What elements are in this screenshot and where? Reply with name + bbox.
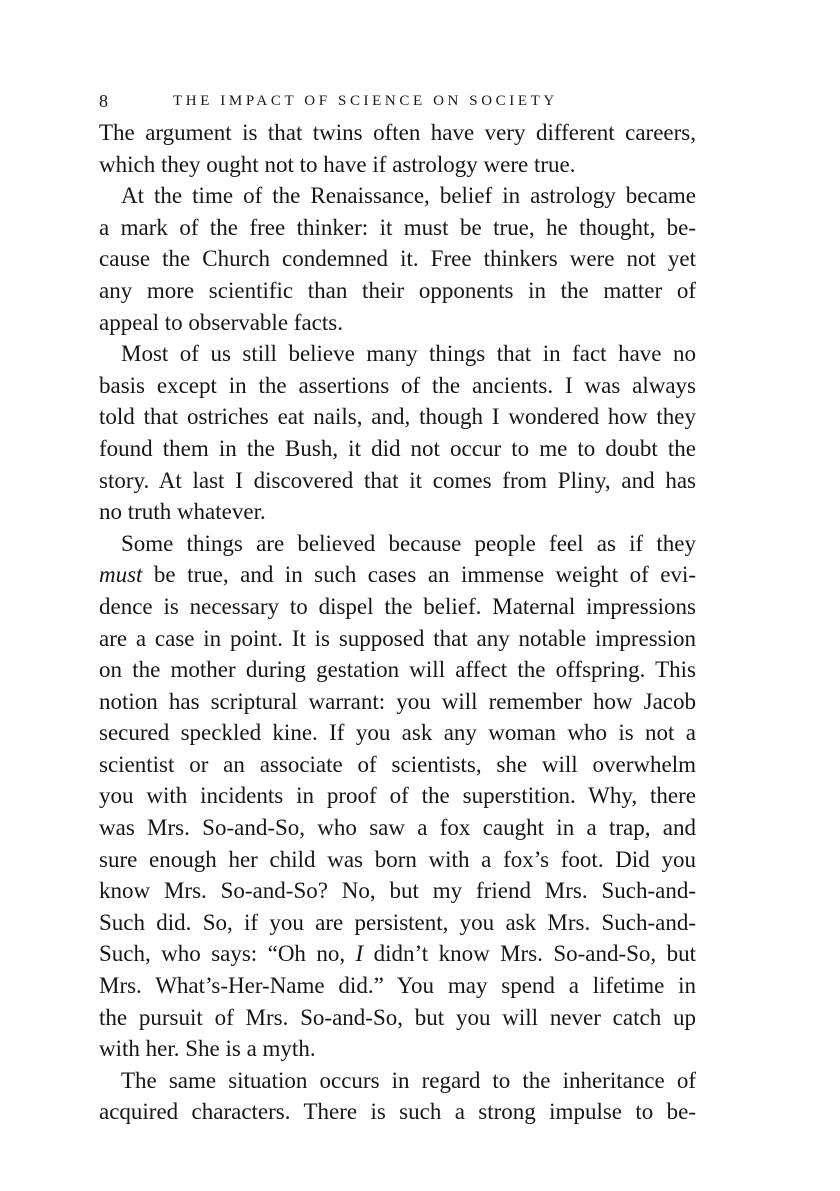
text-line: a mark of the free thinker: it must be true, he thought, be- [99, 214, 696, 240]
running-head [99, 90, 699, 112]
paragraph-5 [99, 1065, 696, 1128]
page-number: 8 [99, 91, 108, 111]
text-line: acquired characters. There is such a strong impulse to be- [99, 1099, 696, 1125]
text-line: Mrs. What’s-Her-Name did.” You may spend a lifetime in [99, 973, 696, 999]
italic-word: I [355, 941, 364, 967]
text-line: no truth whatever. [99, 499, 266, 525]
text-line: At the time of the Renaissance, belief in astrology became [121, 183, 696, 209]
text-line: are a case in point. It is supposed that any notable impression [99, 625, 696, 651]
text-line: Such did. So, if you are persistent, you ask Mrs. Such-and- [99, 909, 696, 935]
text-line: know Mrs. So-and-So? No, but my friend Mrs. Such-and- [99, 878, 696, 904]
paragraph-1 [99, 117, 696, 180]
text-line: cause the Church condemned it. Free thinkers were not yet [99, 246, 696, 272]
text-fragment: be true, and in such cases an immense weight of evi- [142, 562, 696, 588]
text-fragment: didn’t know Mrs. So-and-So, but [363, 941, 696, 967]
text-line: any more scientific than their opponents in the matter of [99, 277, 696, 303]
text-line: scientist or an associate of scientists, she will overwhelm [99, 751, 696, 777]
text-line: dence is necessary to dispel the belief. Maternal impressions [99, 593, 696, 619]
text-line [99, 559, 696, 591]
text-line: The same situation occurs in regard to the inheritance of [121, 1067, 696, 1093]
body-text [99, 117, 696, 1125]
paragraph-3 [99, 338, 696, 528]
paragraph-4 [99, 528, 696, 1065]
running-head-title: THE IMPACT OF SCIENCE ON SOCIETY [173, 93, 558, 109]
text-line: on the mother during gestation will affect the offspring. This [99, 657, 696, 683]
text-line: with her. She is a myth. [99, 1036, 316, 1062]
text-line: Most of us still believe many things that in fact have no [121, 341, 696, 367]
paragraph-2 [99, 180, 696, 338]
text-line: sure enough her child was born with a fox’s foot. Did you [99, 846, 696, 872]
text-line [99, 938, 696, 970]
text-line: you with incidents in proof of the superstition. Why, there [99, 783, 696, 809]
text-line: basis except in the assertions of the ancients. I was always [99, 372, 696, 398]
text-line: story. At last I discovered that it comes from Pliny, and has [99, 467, 696, 493]
text-line: which they ought not to have if astrology were true. [99, 151, 576, 177]
text-line: was Mrs. So-and-So, who saw a fox caught in a trap, and [99, 815, 696, 841]
italic-word: must [99, 562, 143, 588]
text-line: the pursuit of Mrs. So-and-So, but you will never catch up [99, 1004, 696, 1030]
text-line: found them in the Bush, it did not occur to me to doubt the [99, 435, 696, 461]
text-line: appeal to observable facts. [99, 309, 343, 335]
text-line: The argument is that twins often have very different careers, [99, 120, 696, 145]
text-fragment: Such, who says: “Oh no, [99, 941, 356, 967]
text-line: Some things are believed because people feel as if they [121, 530, 696, 556]
text-line: told that ostriches eat nails, and, though I wondered how they [99, 404, 696, 430]
text-line: notion has scriptural warrant: you will remember how Jacob [99, 688, 696, 714]
text-line: secured speckled kine. If you ask any woman who is not a [99, 720, 696, 746]
